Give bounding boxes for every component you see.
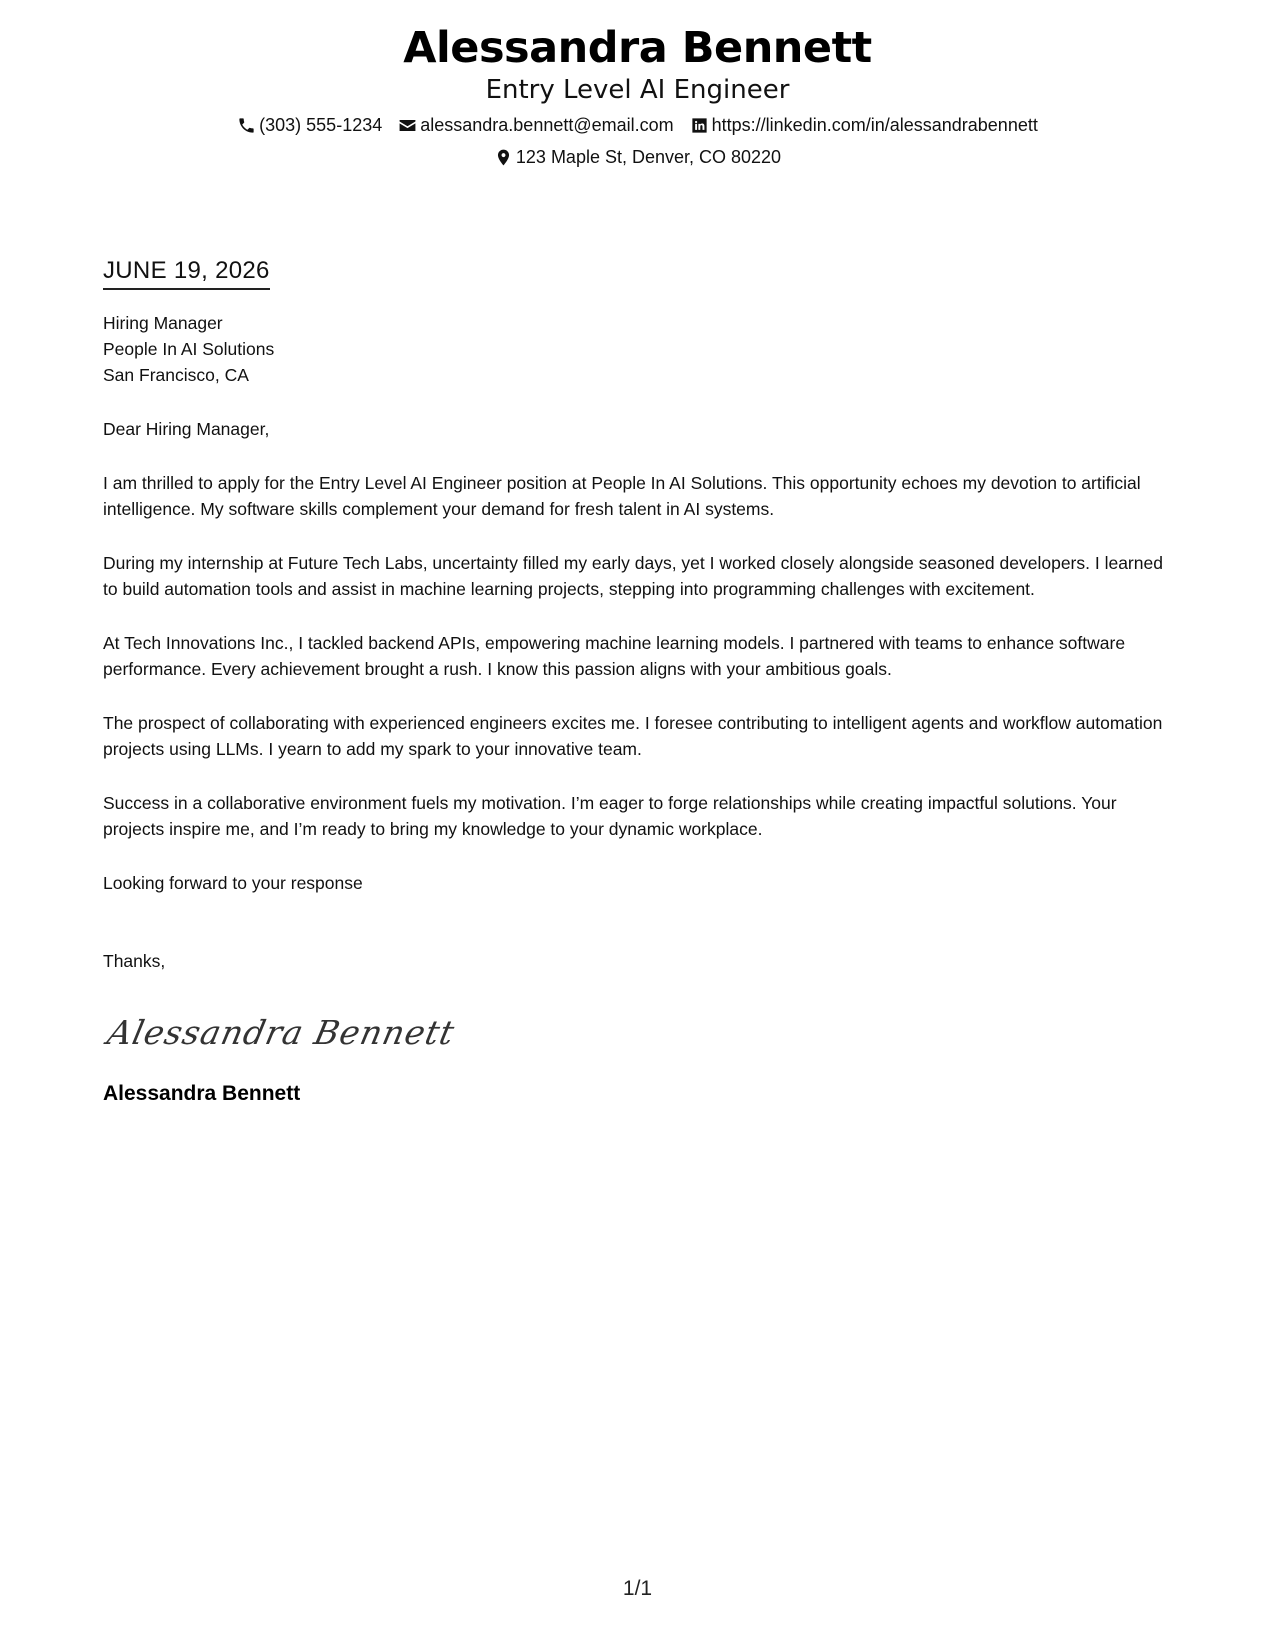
body-paragraph: I am thrilled to apply for the Entry Level AI Engineer position at People In AI Solutions. This opportunity echoes my devotion to artificial intelligence. My software skills complement your demand for fresh talent in AI systems.: [103, 472, 1141, 519]
recipient-line: Hiring Manager: [103, 313, 223, 333]
letter-body: [103, 256, 1173, 1107]
letter-header: [0, 22, 1275, 168]
signer-name: Alessandra Bennett: [103, 1081, 301, 1105]
phone-icon: [237, 116, 256, 135]
applicant-name: Alessandra Bennett: [403, 23, 872, 73]
linkedin-icon: [690, 116, 709, 135]
contact-linkedin[interactable]: [690, 114, 1038, 136]
salutation: Dear Hiring Manager,: [103, 419, 270, 439]
body-paragraph: During my internship at Future Tech Labs, uncertainty filled my early days, yet I worked closely alongside seasoned developers. I learned to build automation tools and assist in machine learning projects, stepping into programming challenges with excitement.: [103, 552, 1163, 599]
phone-text: (303) 555-1234: [259, 115, 383, 135]
linkedin-link[interactable]: https://linkedin.com/in/alessandrabennett: [711, 115, 1038, 135]
contact-row-address: [0, 146, 1275, 168]
email-link[interactable]: alessandra.bennett@email.com: [420, 115, 674, 135]
contact-email[interactable]: [398, 114, 673, 136]
recipient-line: San Francisco, CA: [103, 365, 249, 385]
envelope-icon: [398, 116, 417, 135]
letter-date: JUNE 19, 2026: [103, 256, 270, 290]
body-paragraph: Success in a collaborative environment fuels my motivation. I’m eager to forge relationships while creating impactful solutions. Your projects inspire me, and I’m ready to bring my knowledge to your dynamic workplace.: [103, 792, 1117, 839]
recipient-line: People In AI Solutions: [103, 339, 275, 359]
contact-row-primary: [0, 114, 1275, 136]
address-text: 123 Maple St, Denver, CO 80220: [515, 147, 782, 167]
body-paragraph: At Tech Innovations Inc., I tackled backend APIs, empowering machine learning models. I partnered with teams to enhance software performance. Every achievement brought a rush. I know this passion aligns with your ambitious goals.: [103, 632, 1126, 679]
handwritten-signature: Alessandra Bennett: [104, 1012, 459, 1052]
closing-line: Looking forward to your response: [103, 872, 363, 893]
contact-phone: [237, 114, 382, 136]
page-number: 1/1: [622, 1577, 653, 1600]
contact-address: [494, 146, 781, 168]
body-paragraph: The prospect of collaborating with experienced engineers excites me. I foresee contributing to intelligent agents and workflow automation projects using LLMs. I yearn to add my spark to your innovative team.: [103, 712, 1163, 759]
signoff: Thanks,: [103, 951, 166, 971]
recipient-block: [103, 310, 1173, 388]
applicant-title: Entry Level AI Engineer: [485, 75, 790, 105]
map-pin-icon: [494, 148, 513, 167]
